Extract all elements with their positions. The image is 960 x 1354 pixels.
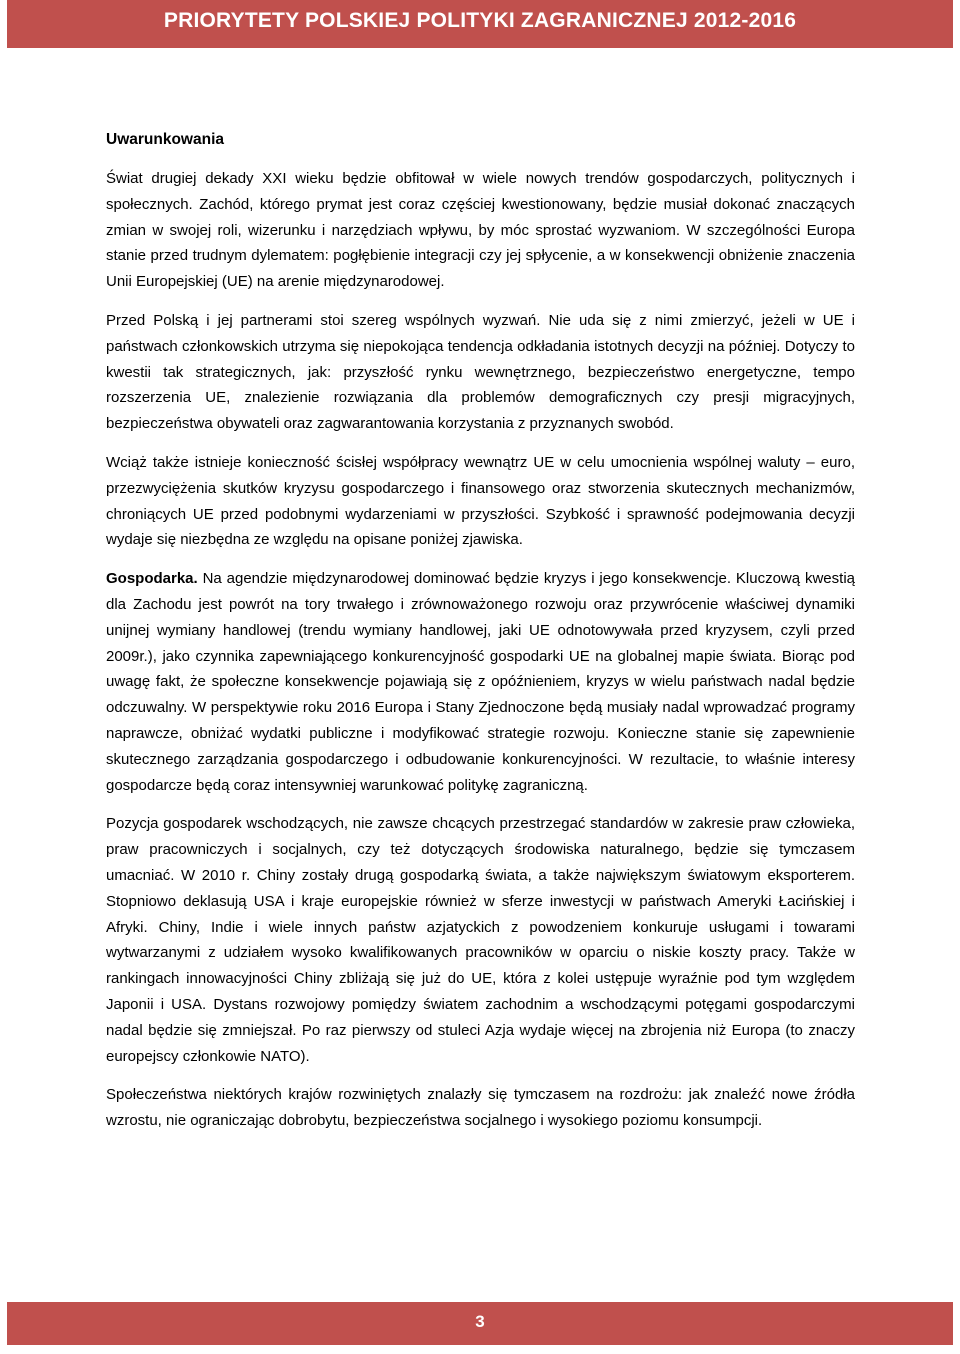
document-body [106,128,855,1147]
footer-bar [7,1302,953,1345]
paragraph [106,811,855,1069]
paragraph-text: Wciąż także istnieje konieczność ścisłej współpracy wewnątrz UE w celu umocnienia wspólnej waluty – euro, przezwyciężenia skutków kryzysu gospodarczego i finansowego oraz stworzenia skutecznych mechanizmów, chroniących UE przed podobnymi wydarzeniami w przyszłości. Szybkość i sprawność podejmowania decyzji wydaje się niezbędna ze względu na opisane poniżej zjawiska. [106,453,855,549]
document-header-title: PRIORYTETY POLSKIEJ POLITYKI ZAGRANICZNEJ 2012-2016 [163,9,797,32]
paragraph-text: Przed Polską i jej partnerami stoi szereg wspólnych wyzwań. Nie uda się z nimi zmierzyć, jeżeli w UE i państwach członkowskich utrzyma się niepokojąca tendencja odkładania istotnych decyzji na później. Dotyczy to kwestii tak strategicznych, jak: przyszłość rynku wewnętrznego, bezpieczeństwo energetyczne, tempo rozszerzenia UE, znalezienie rozwiązania dla problemów demograficznych czy presji migracyjnych, bezpieczeństwa obywateli oraz zagwarantowania korzystania z przyznanych swobód. [106,311,855,433]
paragraph [106,1082,855,1134]
paragraph [106,566,855,798]
paragraph-text: Społeczeństwa niektórych krajów rozwiniętych znalazły się tymczasem na rozdrożu: jak znaleźć nowe źródła wzrostu, nie ograniczając dobrobytu, bezpieczeństwa socjalnego i wysokiego poziomu konsumpcji. [106,1086,855,1130]
section-heading: Uwarunkowania [106,131,224,148]
paragraph [106,166,855,295]
paragraph [106,308,855,437]
paragraph-text: Świat drugiej dekady XXI wieku będzie obfitował w wiele nowych trendów gospodarczych, politycznych i społecznych. Zachód, którego prymat jest coraz częściej kwestionowany, będzie musiał dokonać znaczących zmian w swojej roli, wizerunku i narzędziach wpływu, by móc sprostać wyzwaniom. W szczególności Europa stanie przed trudnym dylematem: pogłębienie integracji czy jej spłycenie, a w konsekwencji obniżenie znaczenia Unii Europejskiej (UE) na arenie międzynarodowej. [106,170,855,291]
paragraph-text: Pozycja gospodarek wschodzących, nie zawsze chcących przestrzegać standardów w zakresie praw człowieka, praw pracowniczych i socjalnych, czy też dotyczących środowiska naturalnego, będzie się tymczasem umacniać. W 2010 r. Chiny zostały drugą gospodarką świata, a także największym światowym eksporterem. Stopniowo deklasują USA i kraje europejskie również w sferze inwestycji w państwach Ameryki Łacińskiej i Afryki. Chiny, Indie i wiele innych państw azjatyckich z powodzeniem konkuruje usługami i towarami wytwarzanymi z udziałem wysoko kwalifikowanych pracowników w oparciu o niskie koszty pracy. Także w rankingach innowacyjności Chiny zbliżają się już do UE, która z kolei ustępuje wyraźnie pod tym względem Japonii i USA. Dystans rozwojowy pomiędzy światem zachodnim a wschodzącymi potęgami gospodarczymi nadal będzie się zmniejszał. Po raz pierwszy od stuleci Azja wydaje więcej na zbrojenia niż Europa (to znaczy europejscy członkowie NATO). [106,815,855,1065]
paragraph [106,450,855,553]
page-number: 3 [475,1312,485,1331]
header-bar [7,0,953,48]
paragraph-text: Na agendzie międzynarodowej dominować będzie kryzys i jego konsekwencje. Kluczową kwestią dla Zachodu jest powrót na tory trwałego i zrównoważonego rozwoju oraz przywrócenie właściwej dynamiki unijnej wymiany handlowej (trendu wymiany handlowej, jaki UE odnotowywała przed kryzysem, czyli przed 2009r.), jako czynnika zapewniającego konkurencyjność gospodarki UE na globalnej mapie świata. Biorąc pod uwagę fakt, że społeczne konsekwencje pojawiają się z opóźnieniem, kryzys w wielu państwach nadal będzie odczuwalny. W perspektywie roku 2016 Europa i Stany Zjednoczone będą musiały nadal wprowadzać programy naprawcze, obniżać wydatki publiczne i modyfikować strategie rozwoju. Konieczne stanie się zapewnienie skutecznego zarządzania gospodarczego i odbudowanie konkurencyjności. W rezultacie, to właśnie interesy gospodarcze będą coraz intensywniej warunkować politykę zagraniczną. [106,570,855,794]
paragraph-lead-bold: Gospodarka. [106,570,198,588]
